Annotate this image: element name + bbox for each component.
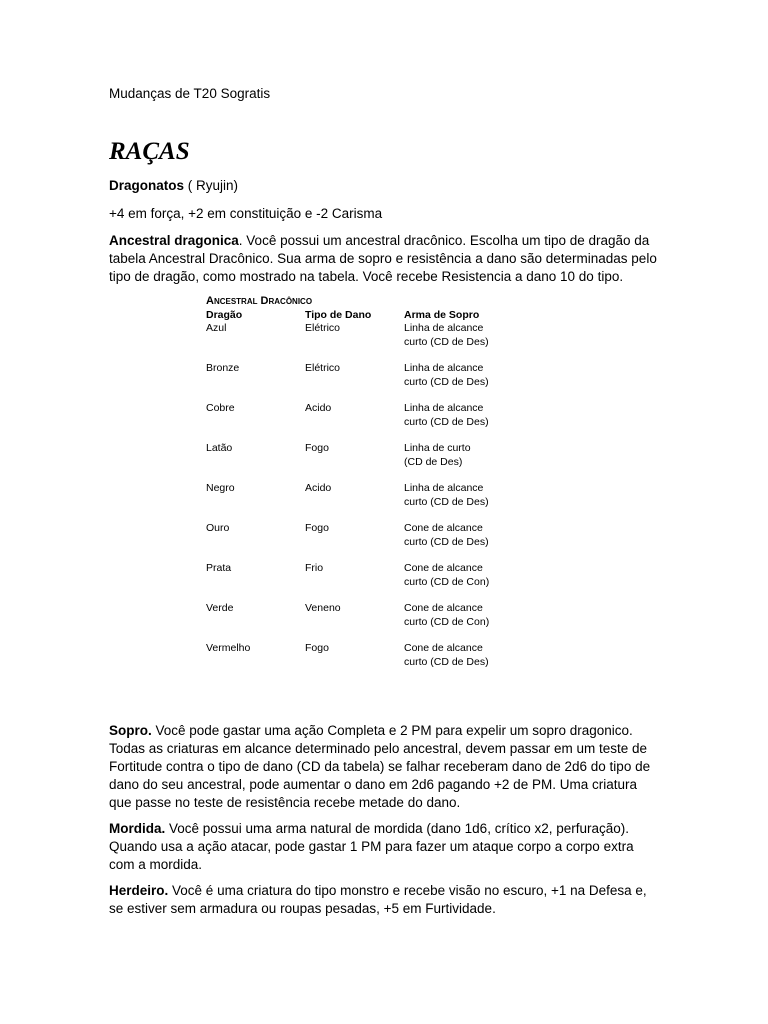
cell-damage: Elétrico (305, 362, 341, 374)
cell-breath-line1: Linha de alcance (404, 482, 484, 494)
table-row (206, 442, 526, 482)
cell-breath-line1: Cone de alcance (404, 642, 483, 654)
cell-damage: Fogo (305, 442, 329, 454)
table-row (206, 402, 526, 442)
herdeiro-text: Você é uma criatura do tipo monstro e recebe visão no escuro, +1 na Defesa e, se estiver sem armadura ou roupas pesadas, +5 em Furtividade. (109, 883, 647, 916)
table-header-breath: Arma de Sopro (404, 308, 480, 321)
ancestral-label: Ancestral dragonica (109, 233, 239, 248)
cell-damage: Veneno (305, 602, 341, 614)
cell-breath-line1: Cone de alcance (404, 602, 483, 614)
cell-breath (404, 602, 524, 642)
cell-breath-line2: (CD de Des) (404, 455, 463, 468)
table-row (206, 602, 526, 642)
sopro-paragraph (109, 722, 659, 812)
cell-damage: Acido (305, 482, 332, 494)
cell-dragon: Latão (206, 442, 233, 454)
cell-breath-line1: Linha de alcance (404, 362, 484, 374)
cell-dragon: Vermelho (206, 642, 251, 654)
sopro-label: Sopro. (109, 723, 152, 738)
cell-breath (404, 402, 524, 442)
cell-breath (404, 362, 524, 402)
cell-breath-line2: curto (CD de Con) (404, 615, 490, 628)
cell-breath-line1: Linha de alcance (404, 402, 484, 414)
cell-dragon: Cobre (206, 402, 235, 414)
cell-damage: Fogo (305, 522, 329, 534)
mordida-paragraph (109, 820, 659, 874)
cell-dragon: Prata (206, 562, 232, 574)
race-name: Dragonatos (109, 178, 185, 193)
table-row (206, 482, 526, 522)
cell-breath (404, 642, 524, 682)
table-caption: Ancestral Dracônico (206, 295, 313, 307)
cell-breath-line2: curto (CD de Des) (404, 655, 489, 668)
cell-breath-line1: Linha de alcance (404, 322, 484, 334)
race-subtitle: ( Ryujin) (184, 178, 239, 193)
table-header-damage: Tipo de Dano (305, 308, 372, 321)
sopro-text: Você pode gastar uma ação Completa e 2 PM para expelir um sopro dragonico. Todas as criaturas em alcance determinado pelo ancestral, devem passar em um teste de Fortitude contra o tipo de dano (CD da tabela) se falhar receberam dano de 2d6 do tipo de dano do seu ancestral, pode aumentar o dano em 2d6 pagando +2 de PM. Uma criatura que passe no teste de resistência recebe metade do dano. (109, 723, 651, 810)
cell-dragon: Bronze (206, 362, 240, 374)
cell-breath-line2: curto (CD de Des) (404, 535, 489, 548)
section-heading: RAÇAS (109, 138, 190, 165)
cell-breath (404, 562, 524, 602)
cell-dragon: Ouro (206, 522, 230, 534)
cell-dragon: Verde (206, 602, 234, 614)
cell-breath-line1: Linha de curto (404, 442, 471, 454)
cell-damage: Fogo (305, 642, 329, 654)
cell-dragon: Negro (206, 482, 235, 494)
ancestral-paragraph (109, 232, 659, 286)
table-row (206, 642, 526, 682)
table-header-row (206, 309, 526, 323)
herdeiro-paragraph (109, 882, 659, 918)
ancestral-text: . Você possui um ancestral dracônico. Escolha um tipo de dragão da tabela Ancestral Dracônico. Sua arma de sopro e resistência a dano são determinadas pelo tipo de dragão, como mostrado na tabela. Você recebe Resistencia a dano 10 do tipo. (109, 233, 657, 284)
cell-damage: Frio (305, 562, 324, 574)
cell-damage: Acido (305, 402, 332, 414)
table-row (206, 322, 526, 362)
table-row (206, 522, 526, 562)
cell-damage: Elétrico (305, 322, 341, 334)
cell-breath (404, 322, 524, 362)
cell-breath-line2: curto (CD de Des) (404, 335, 489, 348)
cell-breath (404, 442, 524, 482)
mordida-text: Você possui uma arma natural de mordida (dano 1d6, crítico x2, perfuração). Quando usa a ação atacar, pode gastar 1 PM para fazer um ataque corpo a corpo extra com a mordida. (109, 821, 634, 872)
cell-breath-line2: curto (CD de Con) (404, 575, 490, 588)
race-name-line (109, 178, 238, 193)
cell-breath-line1: Cone de alcance (404, 562, 483, 574)
cell-dragon: Azul (206, 322, 227, 334)
herdeiro-label: Herdeiro. (109, 883, 169, 898)
table-row (206, 562, 526, 602)
cell-breath (404, 522, 524, 562)
cell-breath-line2: curto (CD de Des) (404, 495, 489, 508)
document-title: Mudanças de T20 Sogratis (109, 86, 271, 101)
cell-breath (404, 482, 524, 522)
table-header-dragon: Dragão (206, 308, 243, 321)
cell-breath-line2: curto (CD de Des) (404, 415, 489, 428)
cell-breath-line1: Cone de alcance (404, 522, 483, 534)
mordida-label: Mordida. (109, 821, 166, 836)
ancestral-table (206, 295, 526, 682)
race-attributes: +4 em força, +2 em constituição e -2 Carisma (109, 206, 383, 221)
cell-breath-line2: curto (CD de Des) (404, 375, 489, 388)
table-row (206, 362, 526, 402)
